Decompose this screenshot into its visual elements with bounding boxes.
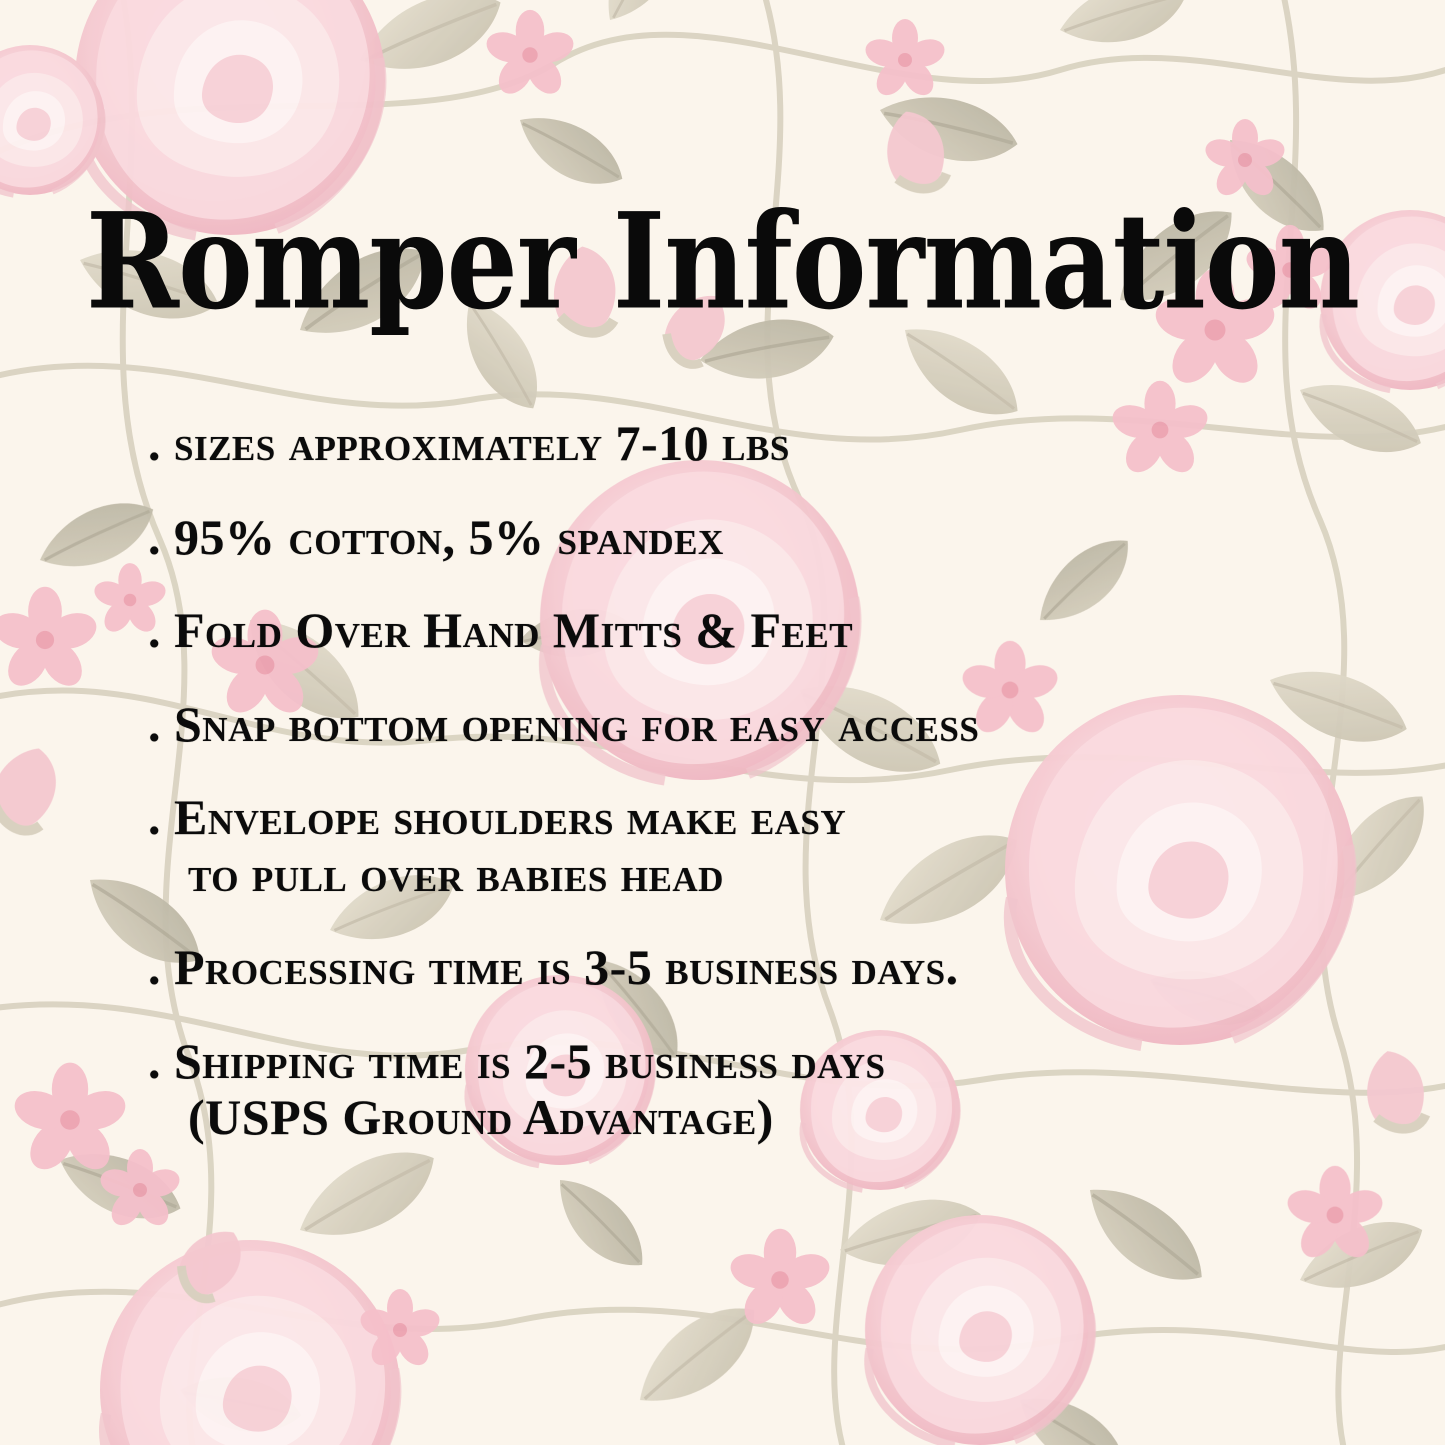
bullet-marker: . — [148, 415, 161, 471]
list-item — [148, 509, 1385, 566]
list-item — [148, 602, 1385, 659]
list-item — [148, 1033, 1385, 1146]
bullet-marker: . — [148, 1032, 161, 1089]
list-item-text: 95% cotton, 5% spandex — [174, 508, 724, 565]
list-item-text-continued: (USPS Ground Advantage) — [188, 1089, 774, 1145]
bullet-marker: . — [148, 602, 161, 658]
list-item-text-continued: to pull over babies head — [188, 845, 724, 902]
list-item-text: Processing time is 3-5 business days. — [174, 939, 959, 995]
list-item — [148, 939, 1385, 996]
info-bullet-list — [148, 415, 1385, 1183]
list-item-text: Fold Over Hand Mitts & Feet — [174, 602, 854, 658]
list-item-text: sizes approximately 7-10 lbs — [174, 415, 790, 471]
list-item-text: Snap bottom opening for easy access — [174, 695, 980, 752]
bullet-marker: . — [148, 789, 161, 845]
bullet-marker: . — [148, 939, 161, 995]
list-item — [148, 415, 1385, 472]
list-item-text: Envelope shoulders make easy — [174, 789, 847, 845]
list-item — [148, 696, 1385, 753]
list-item-text: Shipping time is 2-5 business days — [174, 1032, 886, 1089]
bullet-marker: . — [148, 695, 161, 752]
page-title: Romper Information — [85, 184, 1360, 340]
bullet-marker: . — [148, 508, 161, 565]
list-item — [148, 789, 1385, 902]
